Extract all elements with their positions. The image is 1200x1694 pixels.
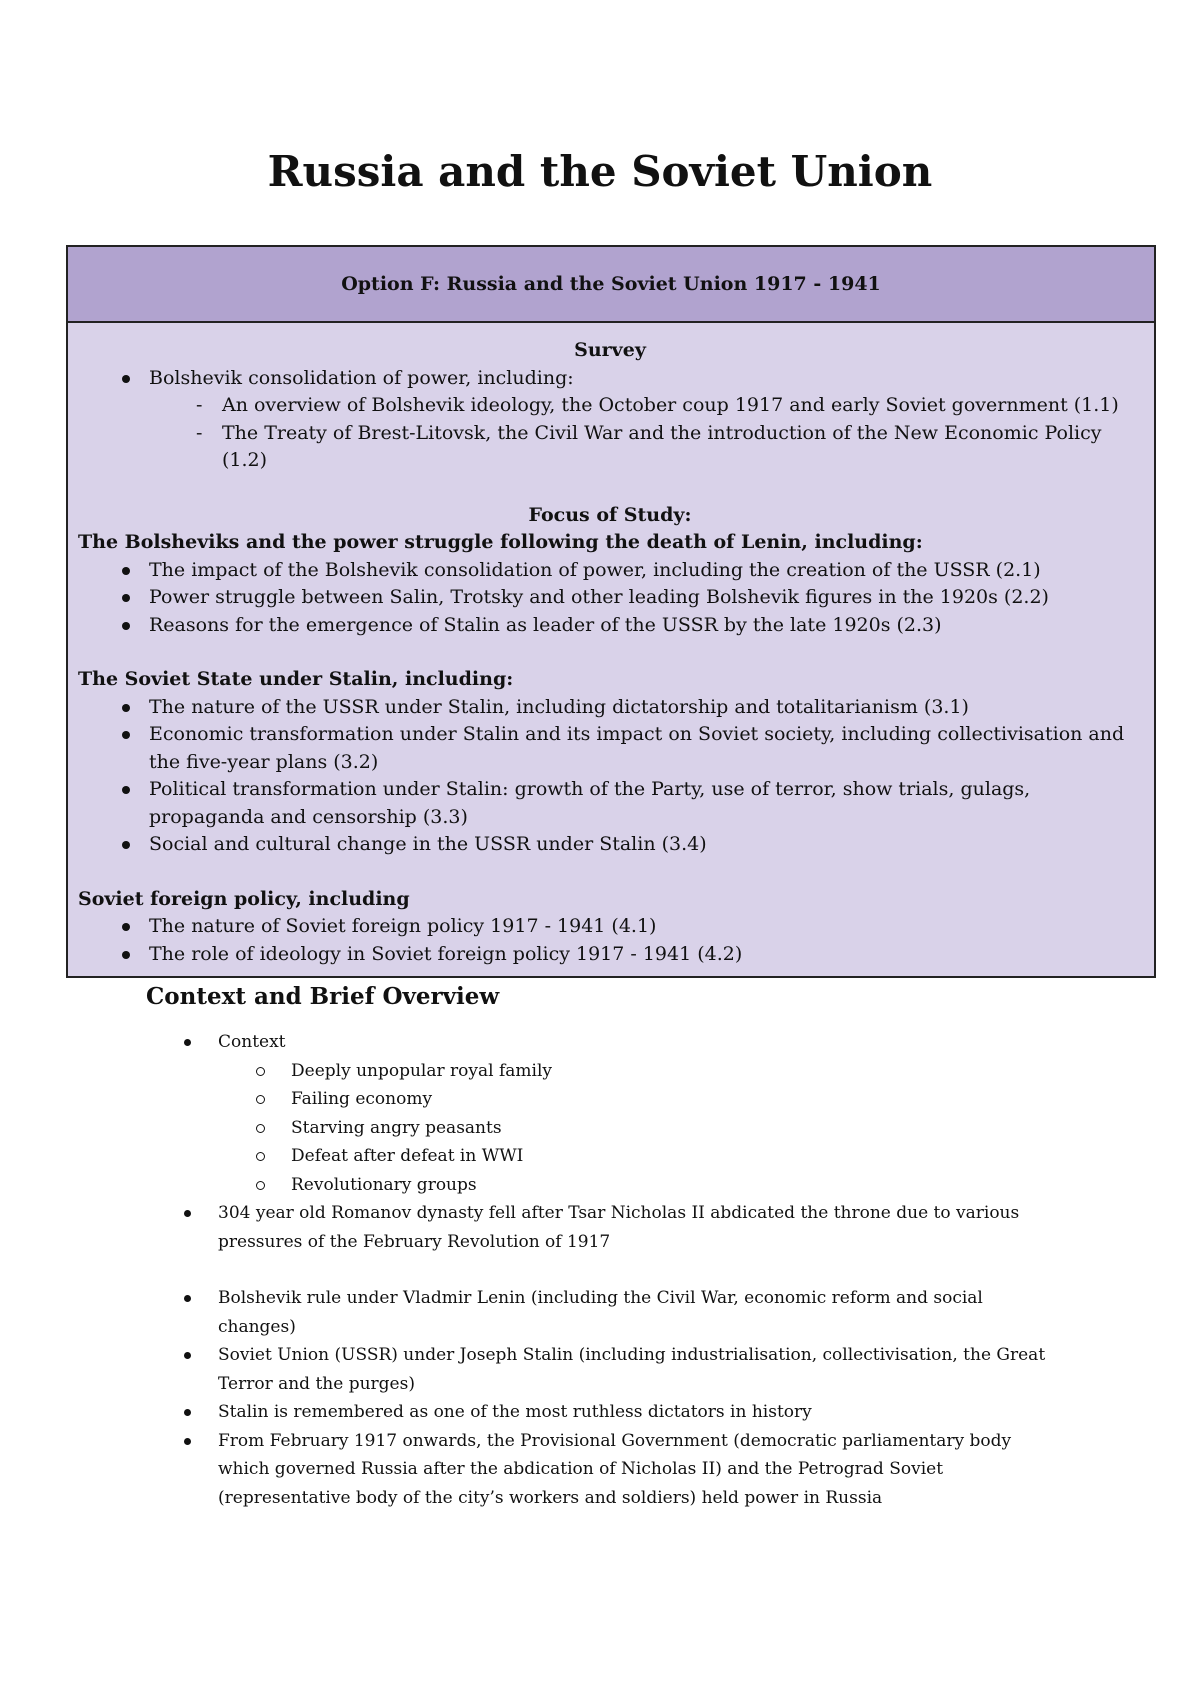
- context-sublist: [146, 1057, 1046, 1200]
- page-title: Russia and the Soviet Union: [267, 147, 933, 196]
- syllabus-table: [66, 245, 1156, 978]
- section-heading-soviet-state: The Soviet State under Stalin, including:: [78, 668, 514, 690]
- survey-item: Bolshevik consolidation of power, including:: [78, 365, 1142, 393]
- list-item: Political transformation under Stalin: growth of the Party, use of terror, show trials, gulags, propaganda and censorship (3.3): [78, 776, 1142, 831]
- survey-subitem: - The Treaty of Brest-Litovsk, the Civil War and the introduction of the New Economic Policy (1.2): [78, 420, 1142, 475]
- romanov-item: 304 year old Romanov dynasty fell after Tsar Nicholas II abdicated the throne due to various pressures of the February Revolution of 1917: [146, 1199, 1046, 1256]
- context-subitem: Defeat after defeat in WWI: [146, 1142, 1046, 1171]
- context-subitem: Revolutionary groups: [146, 1171, 1046, 1200]
- section-heading-power-struggle: The Bolsheviks and the power struggle following the death of Lenin, including:: [78, 531, 923, 553]
- context-item: Context: [146, 1028, 1046, 1057]
- context-subitem: Failing economy: [146, 1085, 1046, 1114]
- overview-points: [146, 1284, 1046, 1512]
- table-body: [68, 323, 1154, 976]
- list-item: The nature of Soviet foreign policy 1917 - 1941 (4.1): [78, 913, 1142, 941]
- table-header: Option F: Russia and the Soviet Union 1917 - 1941: [68, 247, 1154, 323]
- overview-heading: Context and Brief Overview: [146, 983, 500, 1010]
- overview-section: [146, 1028, 1046, 1512]
- list-item: Power struggle between Salin, Trotsky and other leading Bolshevik figures in the 1920s (2.2): [78, 584, 1142, 612]
- section-list-foreign-policy: [78, 913, 1142, 968]
- list-item: The nature of the USSR under Stalin, including dictatorship and totalitarianism (3.1): [78, 694, 1142, 722]
- overview-point: Stalin is remembered as one of the most ruthless dictators in history: [146, 1398, 1046, 1427]
- list-item: Economic transformation under Stalin and its impact on Soviet society, including collectivisation and the five-year plans (3.2): [78, 721, 1142, 776]
- section-heading-foreign-policy: Soviet foreign policy, including: [78, 887, 410, 910]
- survey-list: [78, 365, 1142, 393]
- survey-subitem: - An overview of Bolshevik ideology, the October coup 1917 and early Soviet government (1.1): [78, 392, 1142, 420]
- survey-sublist: [78, 392, 1142, 475]
- list-item: The impact of the Bolshevik consolidation of power, including the creation of the USSR (2.1): [78, 557, 1142, 585]
- overview-point: Soviet Union (USSR) under Joseph Stalin (including industrialisation, collectivisation, the Great Terror and the purges): [146, 1341, 1046, 1398]
- list-item: Social and cultural change in the USSR under Stalin (3.4): [78, 831, 1142, 859]
- section-list-soviet-state: [78, 694, 1142, 859]
- list-item: The role of ideology in Soviet foreign policy 1917 - 1941 (4.2): [78, 941, 1142, 969]
- survey-heading: Survey: [574, 339, 646, 361]
- context-subitem: Deeply unpopular royal family: [146, 1057, 1046, 1086]
- section-list-power-struggle: [78, 557, 1142, 640]
- overview-point: From February 1917 onwards, the Provisional Government (democratic parliamentary body which governed Russia after the abdication of Nicholas II) and the Petrograd Soviet (representative body of the city’s workers and soldiers) held power in Russia: [146, 1427, 1046, 1513]
- overview-list-romanov: [146, 1199, 1046, 1256]
- context-subitem: Starving angry peasants: [146, 1114, 1046, 1143]
- overview-list: [146, 1028, 1046, 1057]
- list-item: Reasons for the emergence of Stalin as leader of the USSR by the late 1920s (2.3): [78, 612, 1142, 640]
- focus-heading: Focus of Study:: [528, 503, 692, 526]
- overview-point: Bolshevik rule under Vladmir Lenin (including the Civil War, economic reform and social changes): [146, 1284, 1046, 1341]
